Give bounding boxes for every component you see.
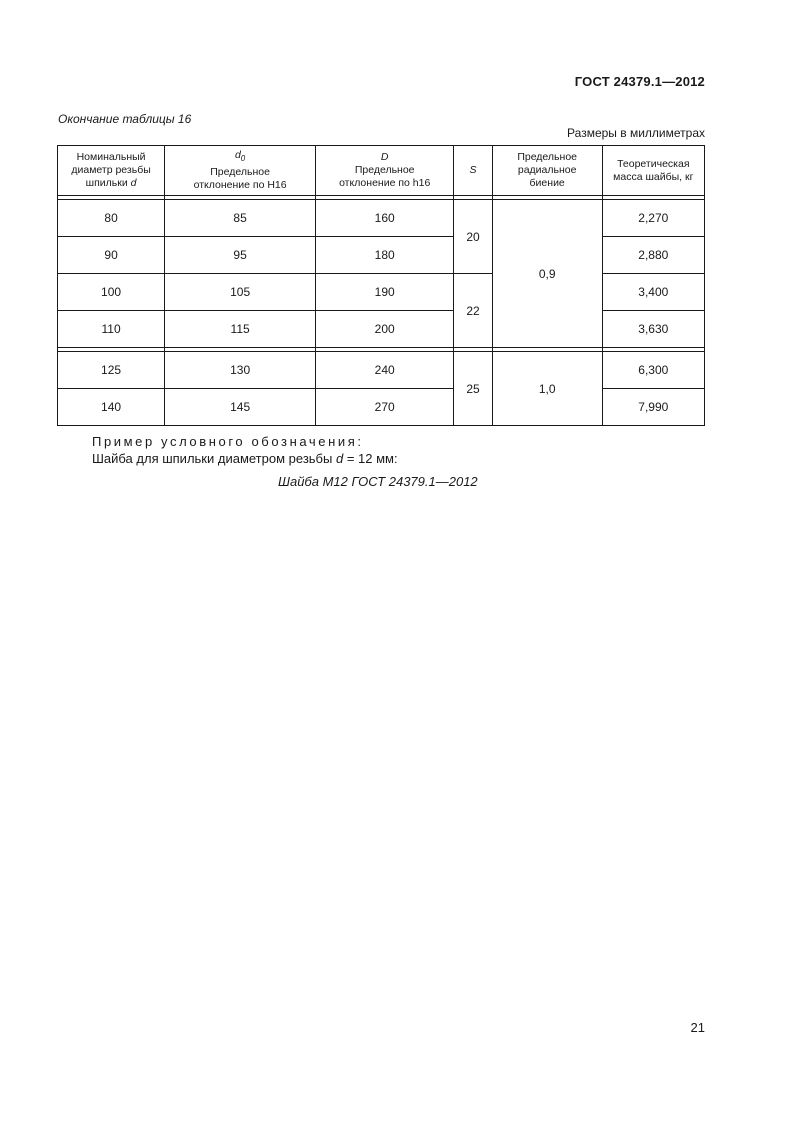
table-caption: Окончание таблицы 16 xyxy=(58,112,192,126)
cell-d0: 105 xyxy=(165,274,316,311)
header-nominal-diameter: Номинальный диаметр резьбы шпильки d xyxy=(58,146,165,196)
cell-D: 190 xyxy=(316,274,454,311)
cell-d: 125 xyxy=(58,352,165,389)
page-number: 21 xyxy=(690,1020,705,1035)
table-row xyxy=(58,389,705,426)
example-text: Шайба для шпильки диаметром резьбы d = 12 мм: xyxy=(92,451,398,466)
cell-d: 140 xyxy=(58,389,165,426)
cell-d0: 85 xyxy=(165,200,316,237)
cell-D: 240 xyxy=(316,352,454,389)
standard-code: ГОСТ 24379.1—2012 xyxy=(574,74,705,89)
table-row xyxy=(58,237,705,274)
cell-d: 90 xyxy=(58,237,165,274)
cell-mass: 2,880 xyxy=(602,237,704,274)
cell-mass: 2,270 xyxy=(602,200,704,237)
cell-d: 110 xyxy=(58,311,165,348)
cell-d0: 145 xyxy=(165,389,316,426)
cell-mass: 6,300 xyxy=(602,352,704,389)
cell-d0: 130 xyxy=(165,352,316,389)
table-row xyxy=(58,311,705,348)
cell-mass: 7,990 xyxy=(602,389,704,426)
cell-mass: 3,630 xyxy=(602,311,704,348)
cell-d0: 95 xyxy=(165,237,316,274)
table-row xyxy=(58,352,705,389)
header-mass: Теоретическая масса шайбы, кг xyxy=(602,146,704,196)
cell-runout: 1,0 xyxy=(492,352,602,426)
example-heading: Пример условного обозначения: xyxy=(92,434,364,449)
cell-s: 22 xyxy=(454,274,492,348)
header-thickness: S xyxy=(454,146,492,196)
cell-s: 25 xyxy=(454,352,492,426)
cell-D: 180 xyxy=(316,237,454,274)
cell-d: 100 xyxy=(58,274,165,311)
cell-D: 160 xyxy=(316,200,454,237)
header-radial-runout: Предельное радиальное биение xyxy=(492,146,602,196)
table-header-row xyxy=(58,146,705,196)
table-row xyxy=(58,274,705,311)
cell-d: 80 xyxy=(58,200,165,237)
header-outer-diameter: D Предельное отклонение по h16 xyxy=(316,146,454,196)
cell-mass: 3,400 xyxy=(602,274,704,311)
cell-runout: 0,9 xyxy=(492,200,602,348)
cell-D: 200 xyxy=(316,311,454,348)
example-designation: Шайба М12 ГОСТ 24379.1—2012 xyxy=(278,474,478,489)
cell-D: 270 xyxy=(316,389,454,426)
cell-d0: 115 xyxy=(165,311,316,348)
header-d0: $d_0$ Предельное отклонение по Н16 xyxy=(165,146,316,196)
dimensions-table xyxy=(57,145,705,426)
cell-s: 20 xyxy=(454,200,492,274)
table-units-note: Размеры в миллиметрах xyxy=(567,126,705,140)
table-row xyxy=(58,200,705,237)
